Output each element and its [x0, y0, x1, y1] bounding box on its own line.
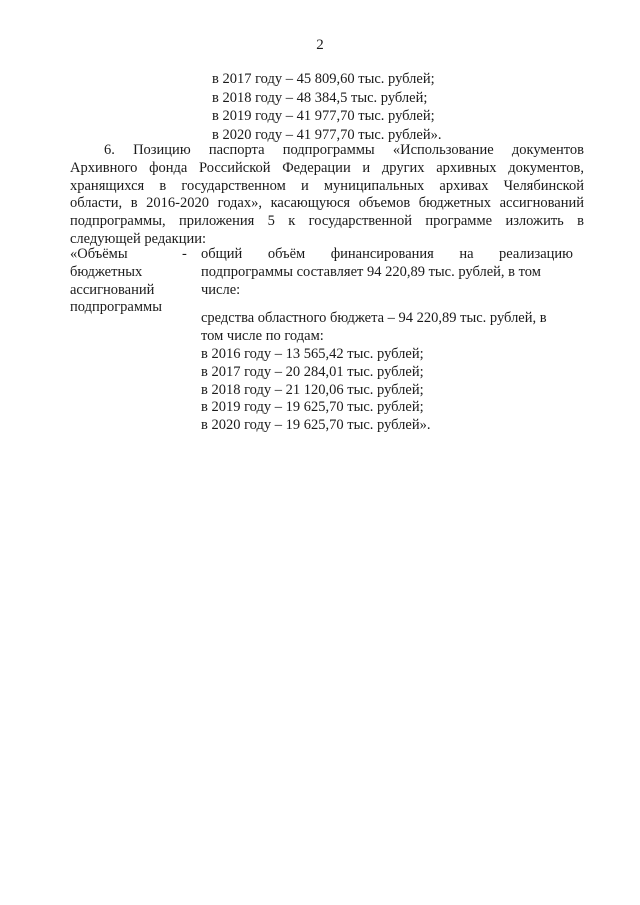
- paragraph-line: Архивного фонда Российской Федерации и других архивных документов,: [70, 159, 584, 176]
- label-line: бюджетных: [70, 263, 143, 280]
- year-line-2018: в 2018 году – 48 384,5 тыс. рублей;: [212, 89, 428, 106]
- page-number: 2: [316, 37, 324, 53]
- table-label-column: [70, 246, 196, 317]
- regional-line: средства областного бюджета – 94 220,89 тыс. рублей, в: [201, 310, 547, 327]
- label-line: «Объёмы: [70, 246, 128, 262]
- year-line-2019: в 2019 году – 19 625,70 тыс. рублей;: [201, 399, 424, 416]
- total-line: подпрограммы составляет 94 220,89 тыс. рублей, в том: [201, 263, 541, 280]
- paragraph-line: области, в 2016-2020 годах», касающуюся объемов бюджетных ассигнований: [70, 195, 584, 212]
- regional-line: том числе по годам:: [201, 328, 324, 345]
- year-line-2016: в 2016 году – 13 565,42 тыс. рублей;: [201, 345, 424, 362]
- paragraph-line: 6. Позицию паспорта подпрограммы «Использование документов: [104, 142, 584, 158]
- year-line-2019: в 2019 году – 41 977,70 тыс. рублей;: [212, 108, 435, 124]
- year-line-2020: в 2020 году – 41 977,70 тыс. рублей».: [212, 126, 442, 143]
- total-line: общий объём финансирования на реализацию: [201, 246, 573, 262]
- total-line: числе:: [201, 281, 241, 298]
- paragraph-line: хранящихся в государственном и муниципальных архивах Челябинской: [70, 177, 584, 194]
- table-dash: -: [182, 246, 187, 262]
- paragraph-line: следующей редакции:: [70, 230, 207, 247]
- year-line-2018: в 2018 году – 21 120,06 тыс. рублей;: [201, 381, 424, 398]
- top-year-list: [212, 70, 572, 144]
- label-line: ассигнований: [70, 281, 155, 298]
- year-line-2017: в 2017 году – 20 284,01 тыс. рублей;: [201, 363, 424, 380]
- table-value-column: [201, 246, 573, 435]
- paragraph-line: подпрограммы, приложения 5 к государственной программе изложить в: [70, 213, 584, 230]
- year-line-2017: в 2017 году – 45 809,60 тыс. рублей;: [212, 71, 435, 87]
- year-line-2020: в 2020 году – 19 625,70 тыс. рублей».: [201, 417, 431, 434]
- amendment-paragraph: [70, 142, 584, 249]
- label-line: подпрограммы: [70, 299, 162, 316]
